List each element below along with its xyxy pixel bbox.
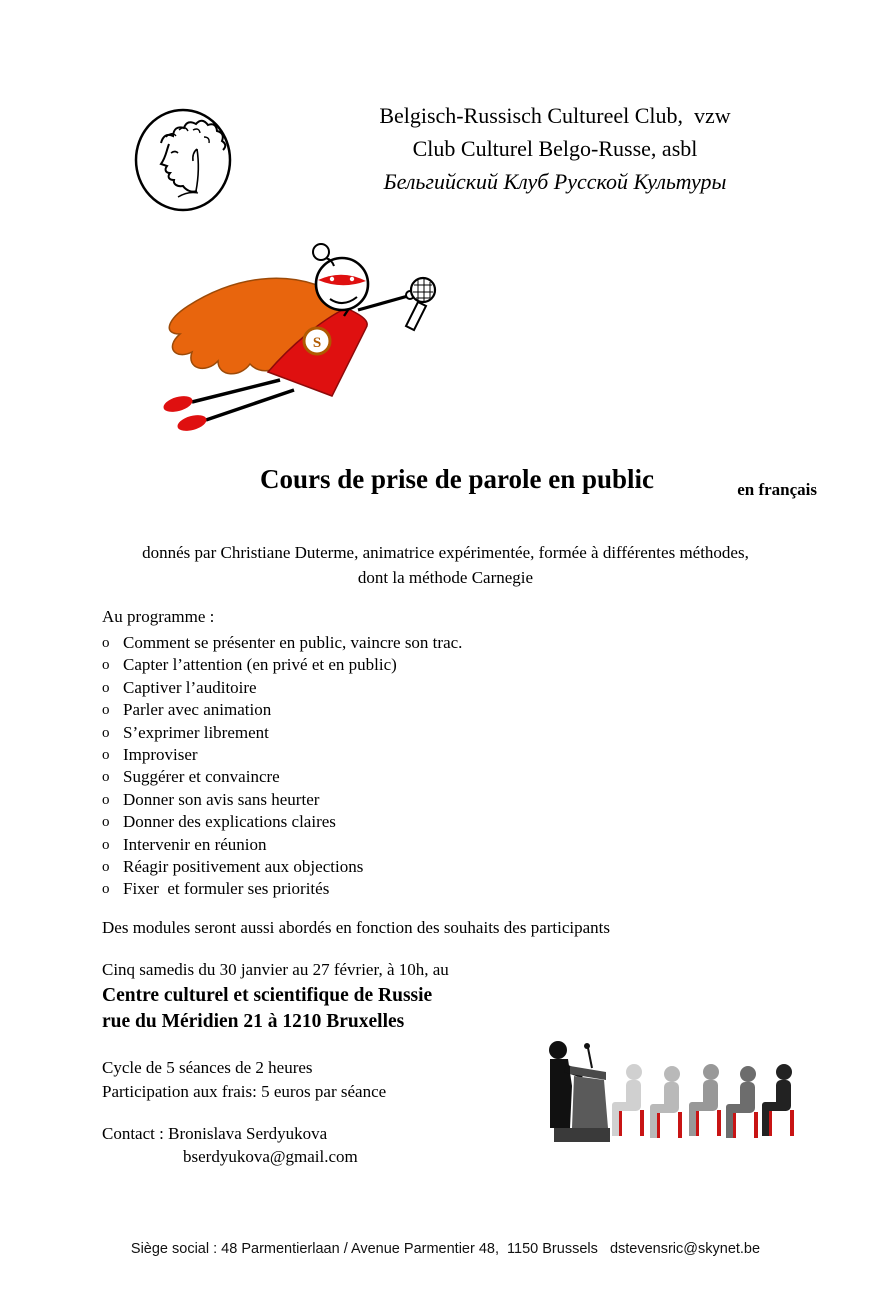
intro-line-1: donnés par Christiane Duterme, animatrice expérimentée, formée à différentes méthodes,: [142, 543, 749, 562]
club-name-french: Club Culturel Belgo-Russe, asbl: [412, 136, 698, 161]
audience-member: [689, 1064, 721, 1136]
chest-emblem-letter: S: [312, 335, 322, 351]
podium-mic-head: [584, 1043, 590, 1049]
program-heading: Au programme :: [102, 607, 215, 626]
pushkin-portrait-icon: [133, 107, 233, 213]
list-item-text: Suggérer et convaincre: [123, 767, 280, 787]
pushkin-portrait-logo: [133, 107, 233, 213]
audience-member: [612, 1064, 644, 1136]
microphone-handle: [406, 302, 426, 330]
language-note: en français: [737, 480, 817, 499]
fee-info: Participation aux frais: 5 euros par séance: [102, 1082, 387, 1101]
intro-line-2: dont la méthode Carnegie: [357, 568, 534, 587]
list-item: [102, 744, 702, 766]
program-list: [102, 632, 702, 901]
bullet-marker: o: [102, 679, 110, 696]
list-item: [102, 834, 702, 856]
schedule-line: Cinq samedis du 30 janvier au 27 février, à 10h, au: [102, 960, 449, 979]
list-item-text: Fixer et formuler ses priorités: [123, 879, 330, 899]
list-item-text: Réagir positivement aux objections: [123, 857, 364, 877]
list-item-text: Captiver l’auditoire: [123, 677, 257, 697]
club-name-russian: Бельгийский Клуб Русской Культуры: [383, 169, 727, 194]
club-name-dutch: Belgisch-Russisch Cultureel Club, vzw: [379, 103, 731, 128]
bullet-marker: o: [102, 635, 110, 651]
audience-member: [650, 1066, 682, 1138]
list-item: [102, 654, 702, 676]
list-item-text: S’exprimer librement: [123, 722, 269, 742]
audience-illustration: [526, 1036, 804, 1150]
lectern-body: [572, 1076, 608, 1128]
bullet-marker: o: [102, 791, 110, 808]
venue-name: Centre culturel et scientifique de Russie: [102, 985, 433, 1006]
list-item-text: Parler avec animation: [123, 700, 272, 720]
bullet-marker: o: [102, 881, 110, 898]
page-title: Cours de prise de parole en public: [259, 464, 655, 495]
cycle-info: Cycle de 5 séances de 2 heures: [102, 1058, 313, 1077]
bullet-marker: o: [102, 859, 110, 876]
list-item-text: Comment se présenter en public, vaincre son trac.: [123, 633, 463, 652]
venue-address: rue du Méridien 21 à 1210 Bruxelles: [102, 1011, 405, 1032]
bullet-marker: o: [102, 657, 110, 674]
shoe-left: [162, 393, 195, 415]
superhero-illustration: [120, 222, 460, 440]
list-item-text: Improviser: [123, 745, 198, 765]
modules-note: Des modules seront aussi abordés en fonction des souhaits des participants: [102, 918, 611, 937]
bullet-marker: o: [102, 769, 110, 786]
list-item-text: Capter l’attention (en privé et en public): [123, 655, 397, 675]
podium-base: [554, 1128, 610, 1142]
list-item: [102, 699, 702, 721]
podium-mic-stem: [588, 1048, 592, 1068]
audience-member: [762, 1064, 794, 1136]
list-item: [102, 766, 702, 788]
list-item: [102, 856, 702, 878]
list-item: [102, 811, 702, 833]
bullet-marker: o: [102, 724, 110, 741]
eye-right: [350, 277, 354, 281]
list-item: [102, 677, 702, 699]
list-item: [102, 878, 702, 900]
contact-email: bserdyukova@gmail.com: [183, 1147, 358, 1166]
arm-line: [358, 296, 408, 310]
list-item: [102, 722, 702, 744]
list-item-text: Donner des explications claires: [123, 812, 336, 832]
contact-name: Contact : Bronislava Serdyukova: [102, 1124, 328, 1143]
intro-paragraph: [0, 540, 891, 590]
bullet-marker: o: [102, 702, 110, 719]
club-header: [255, 99, 855, 198]
list-item: [102, 632, 702, 654]
legs-lines: [192, 380, 294, 420]
list-item-text: Donner son avis sans heurter: [123, 789, 320, 809]
eye-left: [330, 277, 334, 281]
speaker-head: [549, 1041, 567, 1059]
audience-member: [726, 1066, 758, 1138]
footer-address: Siège social : 48 Parmentierlaan / Avenue Parmentier 48, 1150 Brussels dstevensric@skynet.be: [130, 1241, 761, 1257]
list-item-text: Intervenir en réunion: [123, 834, 267, 854]
bullet-marker: o: [102, 747, 110, 764]
speaker-audience-icon: [526, 1036, 804, 1150]
superhero-icon: [120, 222, 460, 440]
bullet-marker: o: [102, 836, 110, 853]
bullet-marker: o: [102, 814, 110, 831]
list-item: [102, 789, 702, 811]
shoe-right: [176, 412, 209, 434]
